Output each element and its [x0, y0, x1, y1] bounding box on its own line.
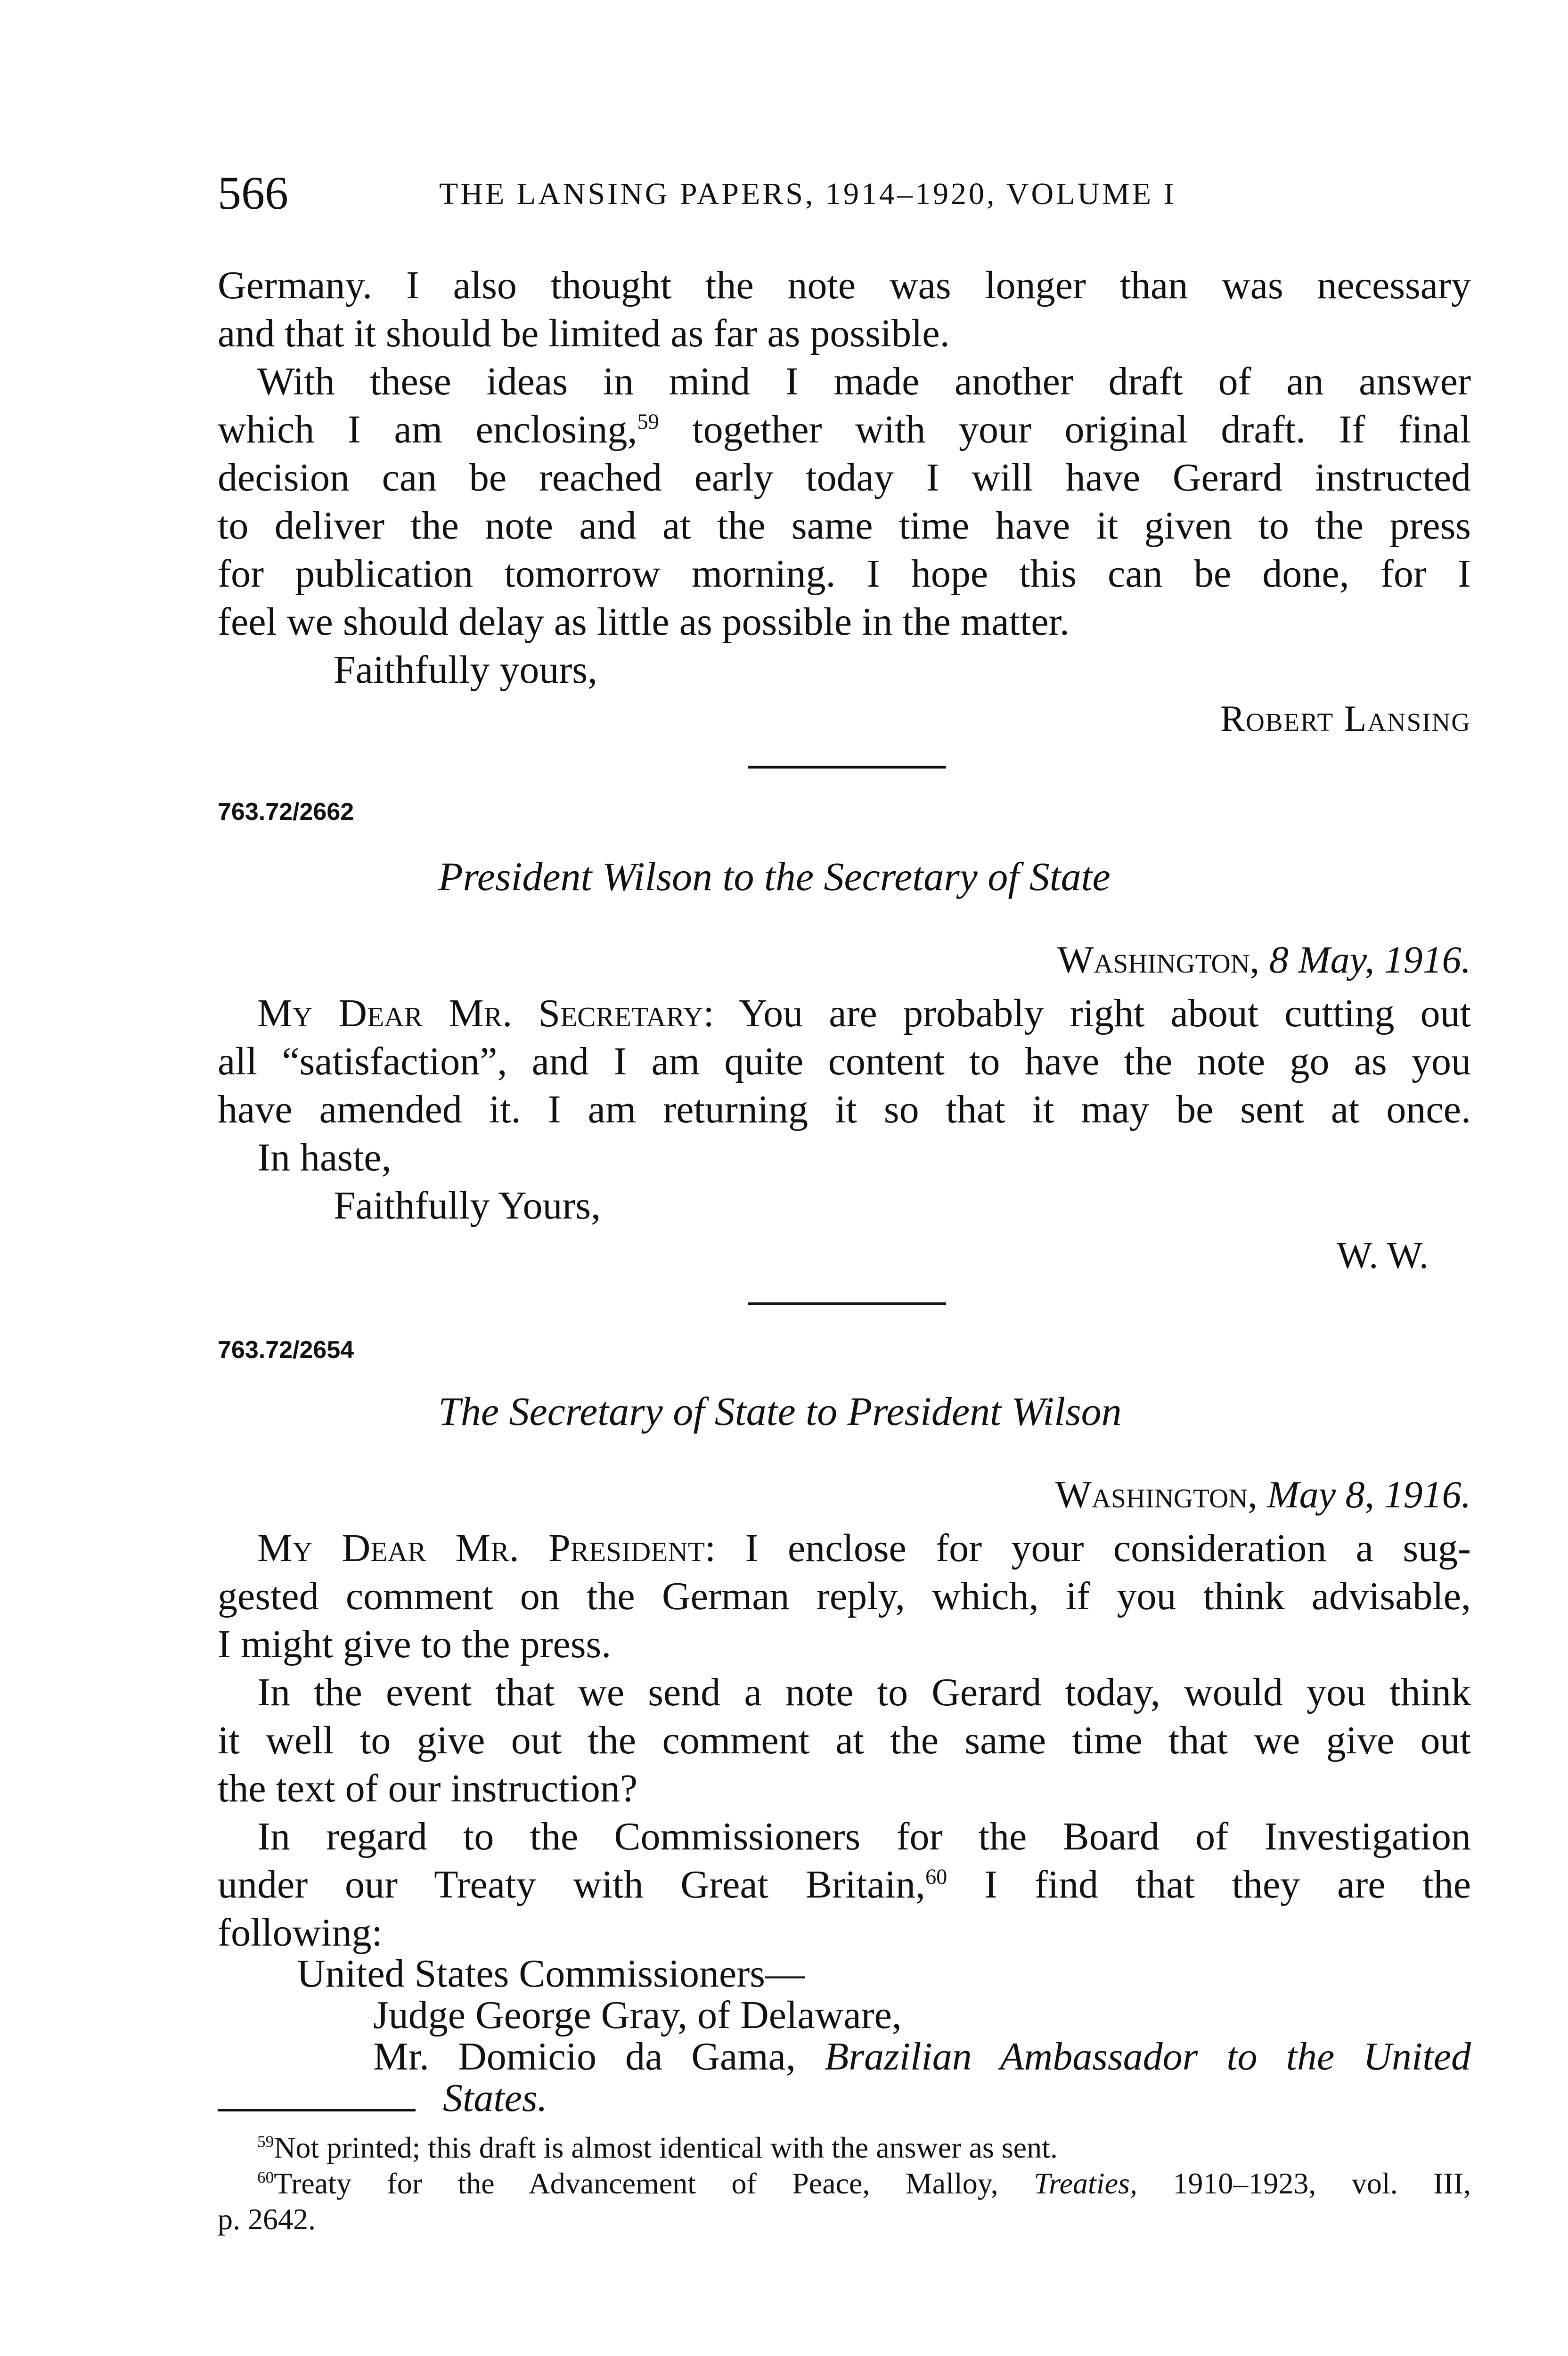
text-span: which I am enclosing, [218, 408, 637, 451]
text-line: With these ideas in mind I made another draft of an answer [257, 360, 1471, 403]
text-line: it well to give out the comment at the same time that we give out [218, 1718, 1471, 1762]
dateline [1055, 1472, 1471, 1517]
footnote-ref-59: 59 [637, 409, 659, 434]
page-number: 566 [218, 167, 288, 219]
date: 8 May, 1916. [1269, 938, 1471, 981]
text-line: In the event that we send a note to Gerard today, would you think [257, 1670, 1471, 1714]
footnote-mark: 59 [257, 2132, 274, 2151]
running-title: THE LANSING PAPERS, 1914–1920, VOLUME I [439, 177, 1176, 211]
letter1-signature: Robert Lansing [1220, 698, 1471, 739]
list-heading: United States Commissioners— [297, 1952, 805, 1996]
text-span: under our Treaty with Great Britain, [218, 1863, 926, 1906]
footnotes [218, 2130, 1471, 2237]
letter1-closing: Faithfully yours, [334, 648, 597, 692]
footnote-text: Treaties, [1034, 2167, 1137, 2200]
dateline [1057, 938, 1471, 982]
running-header [218, 167, 1471, 219]
place: Washington, [1055, 1473, 1258, 1516]
section-divider [748, 766, 946, 769]
text-line: have amended it. I am returning it so that it may be sent at once. [218, 1088, 1471, 1131]
section-divider [748, 1302, 946, 1305]
letter1-para2 [218, 358, 1471, 646]
doc2-signature: W. W. [1337, 1235, 1429, 1276]
footnote-text: Treaty for the Advancement of Peace, Malloy, [274, 2167, 1034, 2200]
salutation: My Dear Mr. Secretary: [257, 991, 714, 1035]
text-span: I enclose for your consideration a sug- [716, 1526, 1471, 1570]
salutation: My Dear Mr. President: [257, 1526, 716, 1570]
text-line: I might give to the press. [218, 1622, 612, 1666]
text-line [218, 1524, 1471, 1572]
footnote-continuation: p. 2642. [218, 2202, 316, 2236]
list-item [218, 2036, 1471, 2078]
footnote-divider [218, 2109, 416, 2111]
footnote [218, 2130, 1471, 2166]
list-item-continuation: States. [443, 2076, 547, 2120]
text-line: Germany. I also thought the note was longer than was necessary [218, 263, 1471, 307]
footnote-text: 1910–1923, vol. III, [1137, 2167, 1471, 2200]
text-span: Mr. Domicio da Gama, [373, 2035, 825, 2078]
doc3-body [218, 1524, 1471, 1957]
commissioners-list [218, 1953, 1471, 2119]
text-line [218, 990, 1471, 1038]
text-line: and that it should be limited as far as possible. [218, 311, 950, 355]
list-item: Judge George Gray, of Delaware, [373, 1993, 902, 2037]
text-line: gested comment on the German reply, which, if you think advisable, [218, 1574, 1471, 1618]
text-span: Brazilian Ambassador to the United [825, 2035, 1471, 2078]
text-span: together with your original draft. If final [659, 408, 1471, 451]
file-number: 763.72/2654 [218, 1336, 354, 1364]
text-line: for publication tomorrow morning. I hope this can be done, for I [218, 552, 1471, 596]
footnote-mark: 60 [257, 2168, 274, 2187]
text-line [218, 1861, 1471, 1909]
file-number: 763.72/2662 [218, 798, 354, 826]
text-line: the text of our instruction? [218, 1767, 638, 1810]
date: May 8, 1916. [1267, 1473, 1471, 1516]
text-line: In regard to the Commissioners for the Board of Investigation [257, 1815, 1471, 1858]
text-line: feel we should delay as little as possible in the matter. [218, 600, 1070, 644]
text-line: to deliver the note and at the same time have it given to the press [218, 504, 1471, 548]
footnote-ref-60: 60 [925, 1865, 947, 1889]
text-line: following: [218, 1911, 383, 1955]
place: Washington, [1057, 938, 1260, 981]
footnote-text: Not printed; this draft is almost identical with the answer as sent. [274, 2131, 1058, 2164]
document-heading: The Secretary of State to President Wilson [438, 1389, 1122, 1434]
text-line: In haste, [257, 1136, 392, 1179]
text-line: decision can be reached early today I will have Gerard instructed [218, 456, 1471, 499]
text-span: I find that they are the [947, 1863, 1471, 1906]
text-span: You are probably right about cutting out [714, 991, 1471, 1035]
text-line [218, 406, 1471, 454]
closing: Faithfully Yours, [334, 1184, 601, 1227]
letter1-para1 [218, 262, 1471, 358]
doc2-body [218, 990, 1471, 1230]
document-heading: President Wilson to the Secretary of State [438, 854, 1111, 899]
text-line: all “satisfaction”, and I am quite content to have the note go as you [218, 1039, 1471, 1083]
footnote [218, 2166, 1471, 2201]
